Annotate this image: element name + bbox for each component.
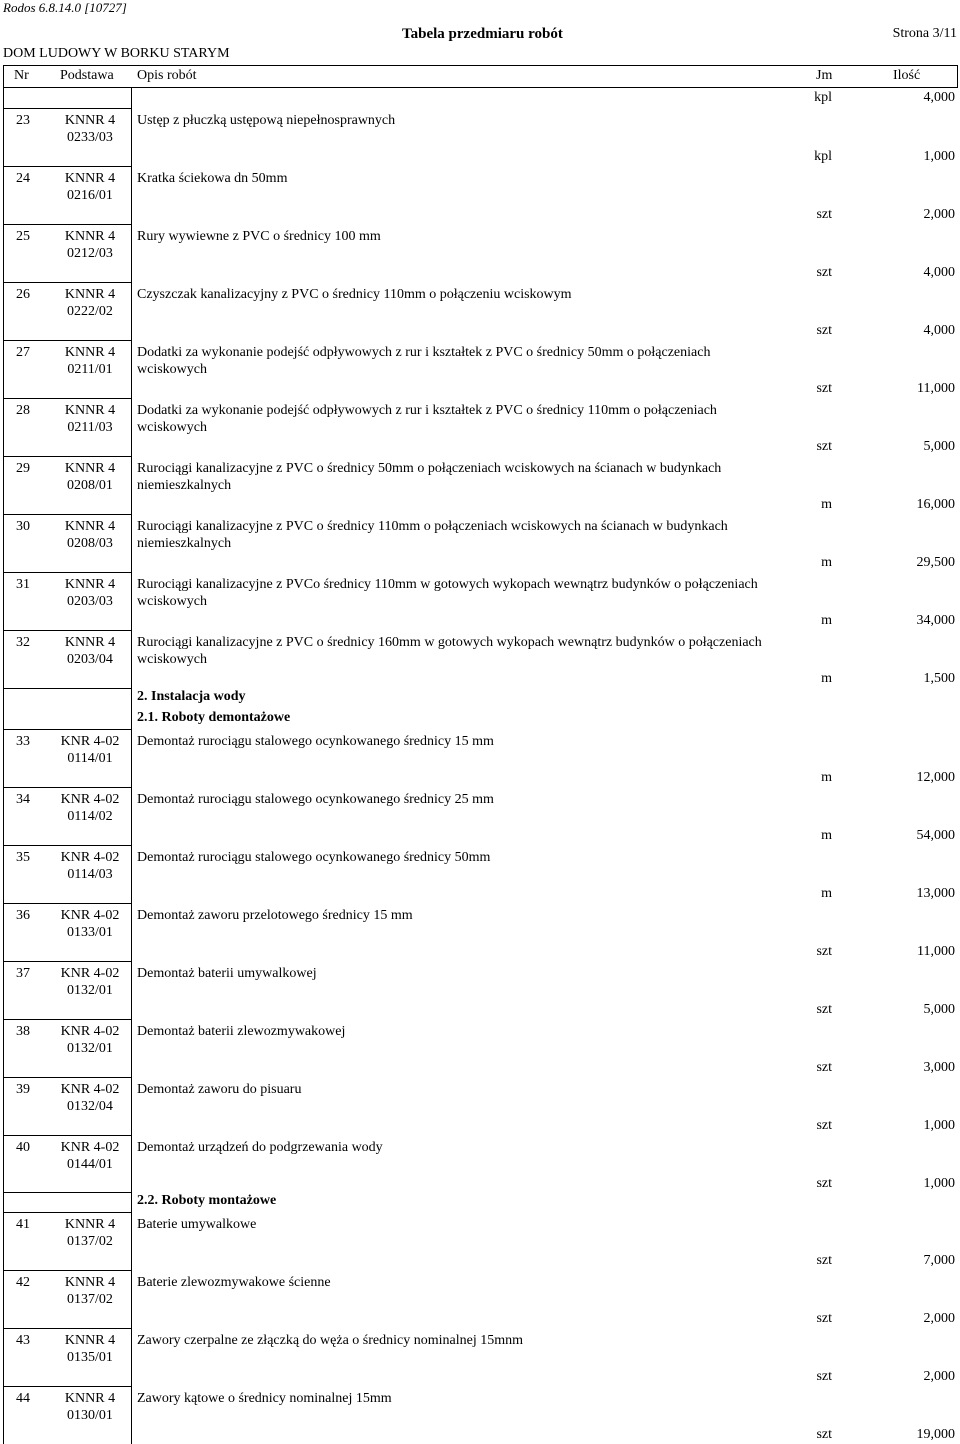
table-row — [0, 1270, 960, 1328]
row-description: Demontaż baterii zlewozmywakowej — [137, 1024, 346, 1039]
row-quantity: 2,000 — [923, 1311, 955, 1326]
row-basis — [57, 1023, 123, 1057]
row-basis-code: 0212/03 — [67, 246, 113, 261]
row-basis — [57, 518, 123, 552]
page-number: Strona 3/11 — [892, 26, 957, 41]
row-basis — [57, 402, 123, 436]
row-number: 34 — [16, 792, 30, 807]
row-basis-catalog: KNNR 4 — [64, 519, 116, 534]
row-quantity: 3,000 — [923, 1060, 955, 1075]
row-number: 31 — [16, 577, 30, 592]
project-name: DOM LUDOWY W BORKU STARYM — [3, 46, 230, 61]
table-row — [0, 1077, 960, 1135]
row-description: Czyszczak kanalizacyjny z PVC o średnicy 110mm o połączeniu wciskowym — [137, 287, 572, 302]
row-number: 43 — [16, 1333, 30, 1348]
row-quantity: 1,000 — [923, 149, 955, 164]
row-description: Demontaż rurociągu stalowego ocynkowanego średnicy 15 mm — [137, 734, 494, 749]
row-unit: m — [821, 828, 832, 843]
subsection-heading: 2.2. Roboty montażowe — [137, 1193, 277, 1208]
row-basis — [57, 170, 123, 204]
row-basis-catalog: KNNR 4 — [64, 229, 116, 244]
row-basis — [57, 460, 123, 494]
row-basis-code: 0114/01 — [67, 751, 113, 766]
table-row — [0, 903, 960, 961]
row-basis-code: 0203/04 — [67, 652, 113, 667]
row-unit: szt — [816, 1427, 832, 1442]
row-unit: m — [821, 770, 832, 785]
row-basis-code: 0135/01 — [67, 1350, 113, 1365]
table-row — [0, 1135, 960, 1193]
table-row — [0, 1386, 960, 1444]
row-unit: szt — [816, 1369, 832, 1384]
table-row — [0, 1328, 960, 1386]
table-row — [0, 398, 960, 456]
row-unit: szt — [816, 1311, 832, 1326]
row-basis-catalog: KNR 4-02 — [60, 734, 120, 749]
row-basis-catalog: KNR 4-02 — [60, 850, 120, 865]
row-description: Zawory kątowe o średnicy nominalnej 15mm — [137, 1391, 392, 1406]
row-quantity: 1,500 — [923, 671, 955, 686]
row-description: Baterie zlewozmywakowe ścienne — [137, 1275, 331, 1290]
row-basis — [57, 112, 123, 146]
table-right-border — [957, 65, 958, 88]
row-basis — [57, 1081, 123, 1115]
section-heading: 2. Instalacja wody — [137, 689, 246, 704]
row-basis — [57, 1390, 123, 1424]
row-unit: m — [821, 671, 832, 686]
row-quantity: 5,000 — [923, 439, 955, 454]
row-basis-code: 0211/03 — [67, 420, 113, 435]
row-basis-code: 0208/01 — [67, 478, 113, 493]
row-basis-code: 0211/01 — [67, 362, 113, 377]
row-quantity: 16,000 — [916, 497, 955, 512]
row-unit: szt — [816, 1002, 832, 1017]
row-quantity: 34,000 — [916, 613, 955, 628]
row-unit: m — [821, 555, 832, 570]
column-header-nr: Nr — [14, 68, 29, 83]
row-basis-catalog: KNNR 4 — [64, 635, 116, 650]
row-number: 30 — [16, 519, 30, 534]
row-basis — [57, 344, 123, 378]
row-description: Demontaż zaworu do pisuaru — [137, 1082, 302, 1097]
row-number: 33 — [16, 734, 30, 749]
row-basis — [57, 576, 123, 610]
row-basis-catalog: KNNR 4 — [64, 403, 116, 418]
row-description: Rurociągi kanalizacyjne z PVC o średnicy 160mm w gotowych wykopach wewnątrz budynków o połączeniach wciskowych — [137, 635, 762, 667]
row-quantity: 1,000 — [923, 1118, 955, 1133]
row-basis-code: 0133/01 — [67, 925, 113, 940]
row-basis-catalog: KNR 4-02 — [60, 1024, 120, 1039]
row-basis-code: 0216/01 — [67, 188, 113, 203]
table-top-border — [3, 65, 958, 66]
row-basis-catalog: KNNR 4 — [64, 113, 116, 128]
row-quantity: 11,000 — [917, 381, 955, 396]
row-basis-catalog: KNNR 4 — [64, 345, 116, 360]
table-row — [0, 224, 960, 282]
row-unit: szt — [816, 1118, 832, 1133]
row-quantity: 29,500 — [916, 555, 955, 570]
column-header-quantity: Ilość — [893, 68, 921, 83]
table-row — [0, 961, 960, 1019]
row-number: 38 — [16, 1024, 30, 1039]
row-basis — [57, 1216, 123, 1250]
row-quantity: 19,000 — [916, 1427, 955, 1442]
row-quantity: 4,000 — [923, 323, 955, 338]
row-description: Ustęp z płuczką ustępową niepełnosprawnych — [137, 113, 396, 128]
row-basis-catalog: KNR 4-02 — [60, 792, 120, 807]
row-unit: szt — [816, 1060, 832, 1075]
row-description: Baterie umywalkowe — [137, 1217, 257, 1232]
row-quantity: 2,000 — [923, 207, 955, 222]
row-basis-code: 0114/02 — [67, 809, 113, 824]
row-number: 23 — [16, 113, 30, 128]
row-basis-code: 0137/02 — [67, 1234, 113, 1249]
row-number: 32 — [16, 635, 30, 650]
row-basis-catalog: KNNR 4 — [64, 1333, 116, 1348]
table-row — [0, 729, 960, 787]
row-basis-code: 0203/03 — [67, 594, 113, 609]
row-number: 40 — [16, 1140, 30, 1155]
row-basis — [57, 634, 123, 668]
table-row — [0, 630, 960, 688]
row-basis-catalog: KNR 4-02 — [60, 1082, 120, 1097]
row-description: Demontaż urządzeń do podgrzewania wody — [137, 1140, 383, 1155]
table-row — [0, 845, 960, 903]
row-description: Dodatki za wykonanie podejść odpływowych z rur i kształtek z PVC o średnicy 110mm o połączeniach wciskowych — [137, 403, 717, 435]
row-number: 42 — [16, 1275, 30, 1290]
row-basis-code: 0132/04 — [67, 1099, 113, 1114]
row-unit: m — [821, 613, 832, 628]
table-row — [0, 340, 960, 398]
row-quantity: 4,000 — [923, 265, 955, 280]
row-basis-code: 0233/03 — [67, 130, 113, 145]
row-basis-catalog: KNNR 4 — [64, 1217, 116, 1232]
table-row — [0, 1019, 960, 1077]
row-basis-catalog: KNNR 4 — [64, 1391, 116, 1406]
row-basis-code: 0208/03 — [67, 536, 113, 551]
row-quantity: 7,000 — [923, 1253, 955, 1268]
row-description: Rury wywiewne z PVC o średnicy 100 mm — [137, 229, 381, 244]
row-basis — [57, 965, 123, 999]
row-basis — [57, 1332, 123, 1366]
row-basis — [57, 1274, 123, 1308]
row-description: Rurociągi kanalizacyjne z PVC o średnicy 110mm o połączeniach wciskowych na ścianach w budynkach niemieszkalnych — [137, 519, 728, 551]
table-row — [0, 572, 960, 630]
table-header-border — [3, 87, 958, 88]
row-unit: m — [821, 497, 832, 512]
row-unit: szt — [816, 944, 832, 959]
row-quantity: 13,000 — [916, 886, 955, 901]
row-number: 41 — [16, 1217, 30, 1232]
row-basis-code: 0137/02 — [67, 1292, 113, 1307]
row-unit: szt — [816, 207, 832, 222]
row-basis-code: 0144/01 — [67, 1157, 113, 1172]
row-number: 25 — [16, 229, 30, 244]
app-version: Rodos 6.8.14.0 [10727] — [3, 0, 127, 15]
row-description: Rurociągi kanalizacyjne z PVCo średnicy 110mm w gotowych wykopach wewnątrz budynków o połączeniach wciskowych — [137, 577, 758, 609]
row-basis-code: 0222/02 — [67, 304, 113, 319]
row-basis-catalog: KNNR 4 — [64, 287, 116, 302]
row-number: 36 — [16, 908, 30, 923]
row-description: Demontaż rurociągu stalowego ocynkowanego średnicy 25 mm — [137, 792, 494, 807]
row-description: Demontaż zaworu przelotowego średnicy 15 mm — [137, 908, 413, 923]
row-unit: kpl — [814, 149, 832, 164]
column-header-description: Opis robót — [137, 68, 197, 83]
row-number: 27 — [16, 345, 30, 360]
row-quantity: 1,000 — [923, 1176, 955, 1191]
row-quantity: 12,000 — [916, 770, 955, 785]
row-quantity: 5,000 — [923, 1002, 955, 1017]
row-number: 24 — [16, 171, 30, 186]
row-number: 37 — [16, 966, 30, 981]
row-basis — [57, 791, 123, 825]
row-number: 44 — [16, 1391, 30, 1406]
row-quantity: 54,000 — [916, 828, 955, 843]
row-basis-catalog: KNNR 4 — [64, 1275, 116, 1290]
row-basis — [57, 1139, 123, 1173]
row-number: 39 — [16, 1082, 30, 1097]
row-basis — [57, 228, 123, 262]
row-basis-catalog: KNNR 4 — [64, 461, 116, 476]
row-number: 28 — [16, 403, 30, 418]
row-description: Demontaż rurociągu stalowego ocynkowanego średnicy 50mm — [137, 850, 491, 865]
row-basis-code: 0132/01 — [67, 1041, 113, 1056]
table-row — [0, 108, 960, 166]
carry-over-unit: kpl — [814, 90, 832, 105]
table-row — [0, 456, 960, 514]
row-basis-code: 0114/03 — [67, 867, 113, 882]
table-row — [0, 166, 960, 224]
column-header-unit: Jm — [816, 68, 833, 83]
row-unit: szt — [816, 1253, 832, 1268]
table-row — [0, 787, 960, 845]
row-quantity: 2,000 — [923, 1369, 955, 1384]
row-basis — [57, 907, 123, 941]
row-unit: szt — [816, 439, 832, 454]
row-number: 29 — [16, 461, 30, 476]
document-title: Tabela przedmiaru robót — [402, 26, 563, 42]
table-row — [0, 1212, 960, 1270]
row-basis-catalog: KNR 4-02 — [60, 966, 120, 981]
row-basis-catalog: KNR 4-02 — [60, 908, 120, 923]
row-basis — [57, 733, 123, 767]
row-unit: szt — [816, 265, 832, 280]
table-row — [0, 514, 960, 572]
row-description: Demontaż baterii umywalkowej — [137, 966, 317, 981]
row-number: 26 — [16, 287, 30, 302]
column-header-base: Podstawa — [60, 68, 114, 83]
row-unit: szt — [816, 323, 832, 338]
row-unit: m — [821, 886, 832, 901]
row-basis — [57, 849, 123, 883]
row-description: Zawory czerpalne ze złączką do węża o średnicy nominalnej 15mnm — [137, 1333, 523, 1348]
row-basis-code: 0130/01 — [67, 1408, 113, 1423]
carry-over-quantity: 4,000 — [923, 90, 955, 105]
row-unit: szt — [816, 381, 832, 396]
row-quantity: 11,000 — [917, 944, 955, 959]
row-description: Dodatki za wykonanie podejść odpływowych z rur i kształtek z PVC o średnicy 50mm o połączeniach wciskowych — [137, 345, 711, 377]
row-basis — [57, 286, 123, 320]
row-unit: szt — [816, 1176, 832, 1191]
subsection-heading: 2.1. Roboty demontażowe — [137, 710, 291, 725]
row-divider — [3, 688, 131, 689]
row-basis-code: 0132/01 — [67, 983, 113, 998]
table-row — [0, 282, 960, 340]
row-basis-catalog: KNNR 4 — [64, 171, 116, 186]
row-number: 35 — [16, 850, 30, 865]
row-basis-catalog: KNR 4-02 — [60, 1140, 120, 1155]
row-description: Kratka ściekowa dn 50mm — [137, 171, 288, 186]
row-basis-catalog: KNNR 4 — [64, 577, 116, 592]
row-description: Rurociągi kanalizacyjne z PVC o średnicy 50mm o połączeniach wciskowych na ścianach w budynkach niemieszkalnych — [137, 461, 722, 493]
